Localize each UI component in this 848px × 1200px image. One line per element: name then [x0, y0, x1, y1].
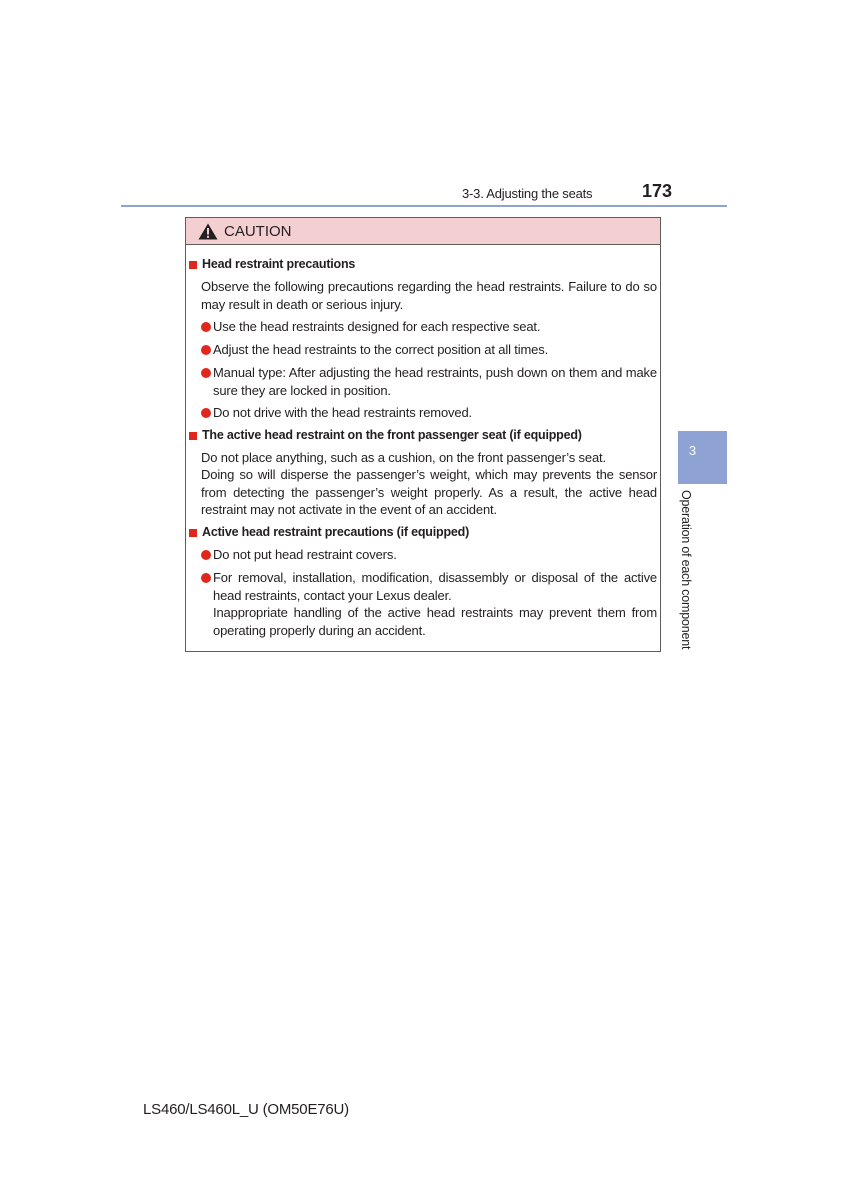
list-item-text: Adjust the head restraints to the correct position at all times. — [213, 342, 549, 357]
list-item-text: Do not put head restraint covers. — [213, 547, 397, 562]
red-dot-bullet-icon — [201, 322, 211, 332]
section-title-head-restraint-precautions — [189, 256, 355, 274]
list-item-continuation: Inappropriate handling of the active head restraints may prevent them from operating properly during an accident. — [213, 605, 657, 638]
red-dot-bullet-icon — [201, 573, 211, 583]
list-item-text: Do not drive with the head restraints removed. — [213, 405, 473, 420]
chapter-number: 3 — [688, 443, 697, 458]
section-title-text: Active head restraint precautions (if equipped) — [202, 525, 470, 539]
red-dot-bullet-icon — [201, 368, 211, 378]
caution-header — [186, 218, 660, 245]
caution-box — [185, 217, 661, 652]
page-number: 173 — [642, 181, 673, 201]
caution-label: CAUTION — [224, 222, 292, 240]
list-item — [201, 404, 657, 422]
warning-triangle-icon — [198, 223, 218, 240]
list-item-text — [213, 569, 657, 639]
header-rule — [121, 205, 727, 207]
square-bullet-icon — [189, 529, 197, 537]
list-item-text: Manual type: After adjusting the head restraints, push down on them and make sure they are locked in position. — [213, 365, 657, 398]
red-dot-bullet-icon — [201, 550, 211, 560]
footer-model-code: LS460/LS460L_U (OM50E76U) — [143, 1101, 349, 1118]
section-title-active-head-restraint-front-passenger — [189, 427, 582, 445]
list-item — [201, 318, 657, 336]
red-dot-bullet-icon — [201, 408, 211, 418]
paragraph: Doing so will disperse the passenger’s weight, which may prevents the sensor from detecting the passenger’s weight properly. As a result, the active head restraint may not activate in the event of an accident. — [201, 467, 657, 517]
section-title-active-head-restraint-precautions — [189, 524, 469, 542]
section-title-text: The active head restraint on the front passenger seat (if equipped) — [202, 428, 582, 442]
list-item-text: Use the head restraints designed for each respective seat. — [213, 319, 541, 334]
square-bullet-icon — [189, 261, 197, 269]
paragraph: Observe the following precautions regarding the head restraints. Failure to do so may result in death or serious injury. — [201, 279, 657, 312]
paragraph: Do not place anything, such as a cushion, on the front passenger’s seat. — [201, 450, 606, 465]
list-item — [201, 546, 657, 564]
list-item-text-main: For removal, installation, modification, disassembly or disposal of the active head restraints, contact your Lexus dealer. — [213, 570, 657, 603]
header-section-title: 3-3. Adjusting the seats — [462, 186, 593, 201]
square-bullet-icon — [189, 432, 197, 440]
chapter-title-vertical: Operation of each component — [679, 490, 693, 650]
list-item — [201, 341, 657, 359]
section-title-text: Head restraint precautions — [202, 257, 356, 271]
list-item — [201, 569, 657, 639]
chapter-tab — [678, 431, 727, 484]
red-dot-bullet-icon — [201, 345, 211, 355]
list-item — [201, 364, 657, 399]
